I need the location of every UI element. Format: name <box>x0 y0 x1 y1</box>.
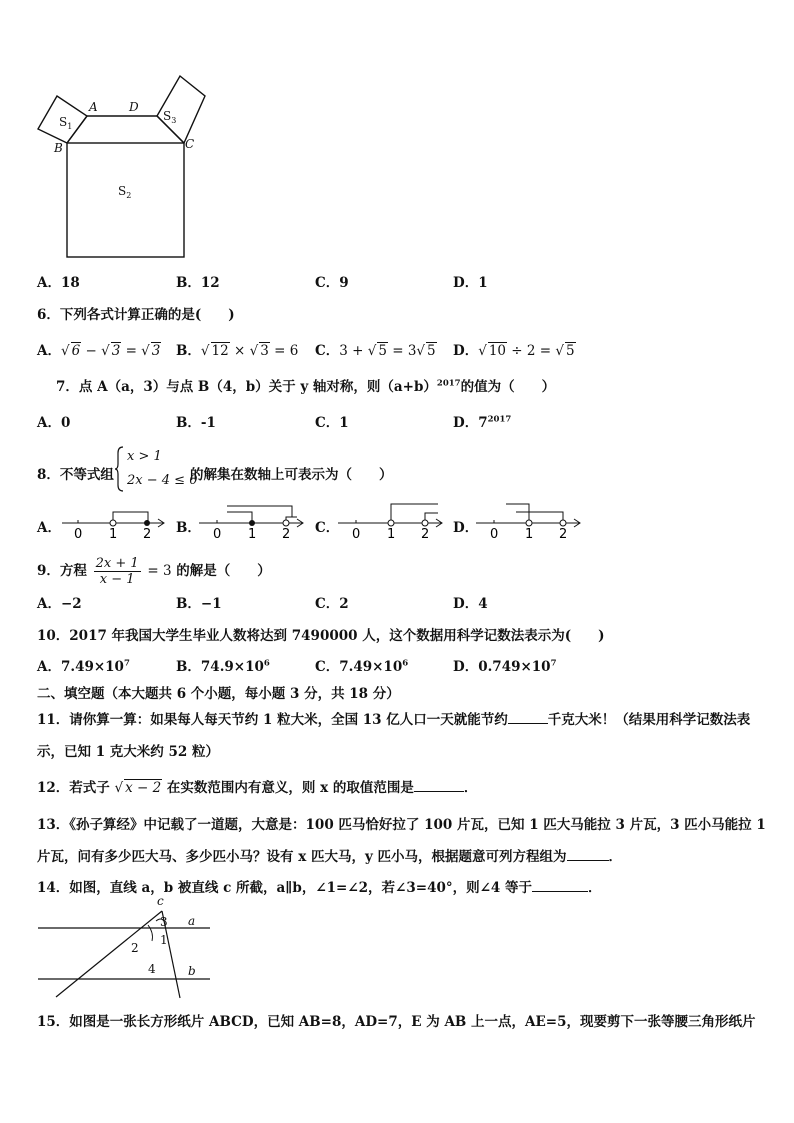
svg-text:1: 1 <box>109 527 118 540</box>
svg-text:1: 1 <box>248 527 257 540</box>
q8-numberline-a <box>60 500 168 540</box>
q6-option-d[interactable]: D．√ 10 ÷ 2 = √ 5 <box>453 343 575 359</box>
svg-text:1: 1 <box>525 527 534 540</box>
q14-stem: 14．如图，直线 a，b 被直线 c 所截，a∥b，∠1=∠2，若∠3=40°，则∠4 等于 ． <box>37 880 602 896</box>
label-s2: $S_2$ <box>118 184 132 200</box>
svg-text:0: 0 <box>213 527 222 540</box>
q5-option-b[interactable]: B．12 <box>176 275 220 291</box>
label-s3: $S_3$ <box>163 109 177 125</box>
q8-numberline-c <box>336 500 446 540</box>
q8-inequality-2: 2x − 4 ≤ 0 <box>127 473 198 488</box>
svg-text:2: 2 <box>131 941 139 955</box>
q5-option-a[interactable]: A．18 <box>37 275 80 291</box>
q6-stem: 6．下列各式计算正确的是( ) <box>37 307 235 323</box>
label-d: D <box>129 100 139 114</box>
q7-option-b[interactable]: B．-1 <box>176 415 216 431</box>
q9-fraction: $\frac{2x + 1}{x - 1}$ <box>95 556 139 587</box>
figure-parallel-lines <box>30 895 220 1000</box>
figure-squares-trapezoid <box>30 70 220 262</box>
q10-option-d[interactable]: D．$0.749\times 10^7$ <box>453 658 557 675</box>
q9-option-a[interactable]: A．−2 <box>37 596 82 612</box>
q7-option-d[interactable]: D．$7^{2017}$ <box>453 414 512 431</box>
svg-text:0: 0 <box>74 527 83 540</box>
q13-line2: 片瓦，问有多少匹大马、多少匹小马？设有 x 匹大马，y 匹小马，根据题意可列方程组为 ． <box>37 849 622 865</box>
q9-option-c[interactable]: C．2 <box>315 596 349 612</box>
label-s1: $S_1$ <box>59 115 73 131</box>
q7-stem: 7．点 A（a，3）与点 B（4，b）关于 y 轴对称，则$(a+b)^{2017}$的值为（ ） <box>56 378 556 395</box>
q5-option-c[interactable]: C．9 <box>315 275 349 291</box>
q13-answer-blank[interactable] <box>567 848 609 861</box>
q9-option-b[interactable]: B．−1 <box>176 596 222 612</box>
q7-option-c[interactable]: C．1 <box>315 415 349 431</box>
q15-stem: 15．如图是一张长方形纸片 ABCD，已知 AB=8，AD=7，E 为 AB 上一点，AE=5，现要剪下一张等腰三角形纸片 <box>37 1014 756 1030</box>
q10-option-b[interactable]: B．$74.9\times 10^6$ <box>176 658 270 675</box>
label-b: B <box>54 141 63 155</box>
q10-option-a[interactable]: A．$7.49\times 10^7$ <box>37 658 130 675</box>
q6-option-c[interactable]: C．3 + √ 5 = 3√ 5 <box>315 343 436 359</box>
q8-option-b[interactable]: B． <box>176 520 201 536</box>
svg-text:3: 3 <box>160 915 168 929</box>
q5-option-d[interactable]: D．1 <box>453 275 488 291</box>
svg-text:0: 0 <box>352 527 361 540</box>
svg-text:c: c <box>157 895 164 908</box>
q12-stem: 12．若式子 √ x − 2 在实数范围内有意义，则 x 的取值范围是 ． <box>37 780 478 796</box>
q9-stem: 9．方程 $\frac{2x + 1}{x - 1}$ = 3 的解是（ ） <box>37 556 271 587</box>
q6-option-b[interactable]: B．√ 12 × √ 3 = 6 <box>176 343 299 359</box>
q8-numberline-d <box>474 500 584 540</box>
section-heading-fill-blank: 二、填空题（本大题共 6 个小题，每小题 3 分，共 18 分） <box>37 686 400 702</box>
line-transversal-1 <box>56 911 162 997</box>
svg-text:a: a <box>188 914 196 928</box>
q8-option-a[interactable]: A． <box>37 520 61 536</box>
svg-text:1: 1 <box>387 527 396 540</box>
svg-text:2: 2 <box>143 527 152 540</box>
q6-option-a[interactable]: A．√ 6 − √ 3 = √ 3 <box>37 343 161 359</box>
q8-suffix: 的解集在数轴上可表示为（ ） <box>190 467 393 483</box>
svg-text:b: b <box>188 964 196 978</box>
svg-text:4: 4 <box>148 962 156 976</box>
svg-text:2: 2 <box>282 527 291 540</box>
q11-answer-blank[interactable] <box>508 711 548 724</box>
q8-option-d[interactable]: D． <box>453 520 479 536</box>
svg-text:2: 2 <box>559 527 568 540</box>
q11-line1: 11．请你算一算：如果每人每天节约 1 粒大米，全国 13 亿人口一天就能节约 千克大米！（结果用科学记数法表 <box>37 712 751 728</box>
q8-brace-icon <box>115 445 125 493</box>
q12-answer-blank[interactable] <box>414 779 464 792</box>
q8-prefix: 8．不等式组 <box>37 467 114 483</box>
q8-option-c[interactable]: C． <box>315 520 340 536</box>
q10-option-c[interactable]: C．$7.49\times 10^6$ <box>315 658 409 675</box>
q11-line2: 示，已知 1 克大米约 52 粒） <box>37 744 219 760</box>
svg-text:0: 0 <box>490 527 499 540</box>
q14-answer-blank[interactable] <box>532 879 588 892</box>
q8-inequality-1: x > 1 <box>127 449 162 464</box>
square-s2 <box>67 143 184 257</box>
svg-text:2: 2 <box>421 527 430 540</box>
svg-text:1: 1 <box>160 933 168 947</box>
q10-stem: 10．2017 年我国大学生毕业人数将达到 7490000 人，这个数据用科学记数法表示为( ) <box>37 628 605 644</box>
q7-option-a[interactable]: A．0 <box>37 415 71 431</box>
q8-numberline-b <box>197 500 307 540</box>
q13-line1: 13．《孙子算经》中记载了一道题，大意是：100 匹马恰好拉了 100 片瓦，已知 1 匹大马能拉 3 片瓦，3 匹小马能拉 1 <box>37 817 766 833</box>
label-c: C <box>185 137 195 151</box>
label-a: A <box>89 100 98 114</box>
q9-option-d[interactable]: D．4 <box>453 596 488 612</box>
